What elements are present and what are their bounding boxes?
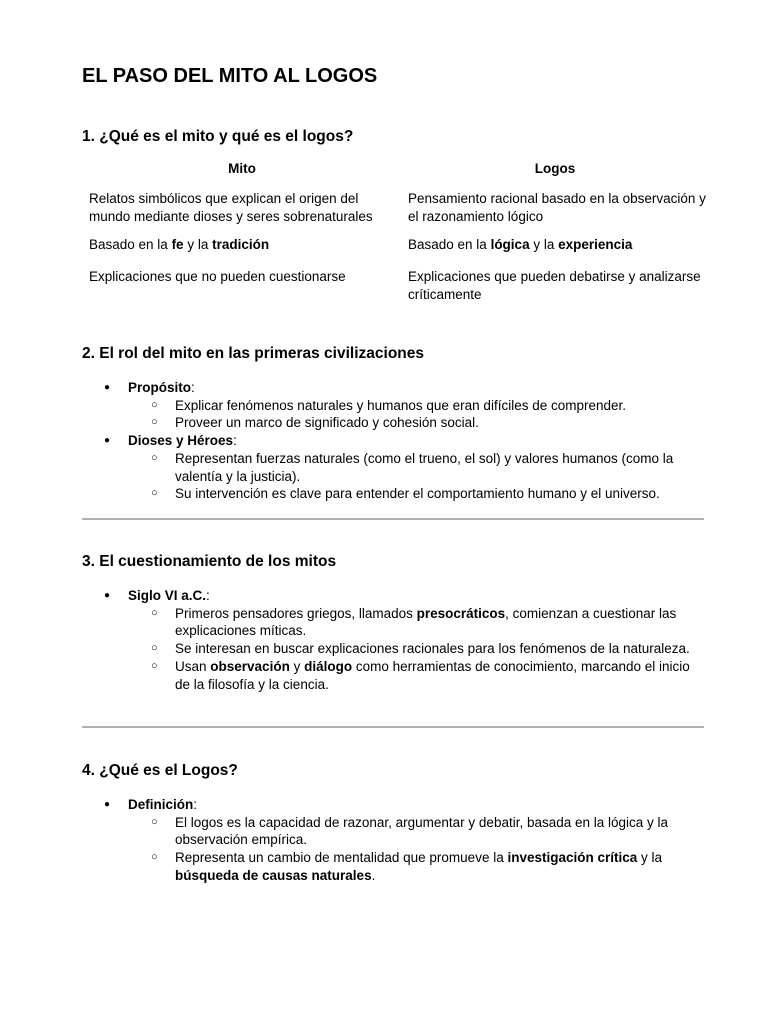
sub-list-item: ○ Explicar fenómenos naturales y humanos que eran difíciles de comprender.	[151, 397, 627, 413]
bullet-icon: ●	[104, 435, 111, 447]
list-item: ● Dioses y Héroes: ○ Representan fuerzas naturales (como el trueno, el sol) y valores humanos (como la valentía y la justicia). ○ Su intervención es clave para entender el comportamiento humano y el universo.	[82, 432, 708, 503]
table-cell-mito: Explicaciones que no pueden cuestionarse	[89, 269, 346, 284]
section-3-heading: 3. El cuestionamiento de los mitos	[82, 553, 337, 570]
sub-list-item: ○ Primeros pensadores griegos, llamados presocráticos, comienzan a cuestionar las explicaciones míticas.	[151, 605, 677, 639]
table-cell-logos: Pensamiento racional basado en la observación y el razonamiento lógico	[408, 191, 706, 224]
circle-bullet-icon: ○	[151, 416, 158, 429]
section-1-heading: 1. ¿Qué es el mito y qué es el logos?	[82, 128, 354, 145]
table-row	[82, 231, 708, 263]
list-item: ● Propósito: ○ Explicar fenómenos naturales y humanos que eran difíciles de comprender. ○ Proveer un marco de significado y cohesión social.	[82, 379, 708, 432]
table-row	[82, 263, 708, 303]
mito-logos-table	[82, 152, 708, 303]
section-4-list	[82, 796, 708, 885]
column-header-logos: Logos	[534, 160, 576, 176]
table-cell-logos: Basado en la lógica y la experiencia	[408, 237, 633, 252]
section-4-heading: 4. ¿Qué es el Logos?	[82, 762, 238, 779]
section-3-list	[82, 587, 708, 693]
table-cell-mito: Basado en la fe y la tradición	[89, 237, 270, 252]
circle-bullet-icon: ○	[151, 659, 158, 672]
bullet-icon: ●	[104, 799, 111, 810]
section-2-list	[82, 379, 708, 503]
bullet-icon: ●	[104, 382, 111, 393]
list-item: ● Definición: ○ El logos es la capacidad de razonar, argumentar y debatir, basada en la lógica y la observación empírica. ○ Representa un cambio de mentalidad que promueve la investigación crítica y la búsqueda de causas naturales.	[82, 796, 708, 885]
section-divider	[82, 726, 704, 728]
circle-bullet-icon: ○	[151, 642, 158, 655]
table-header	[82, 152, 708, 184]
circle-bullet-icon: ○	[151, 606, 158, 619]
document-title: EL PASO DEL MITO AL LOGOS	[82, 65, 378, 87]
sub-list-item: ○ Se interesan en buscar explicaciones racionales para los fenómenos de la naturaleza.	[151, 641, 690, 657]
circle-bullet-icon: ○	[151, 487, 158, 500]
section-divider	[82, 518, 704, 520]
table-cell-logos: Explicaciones que pueden debatirse y analizarse críticamente	[408, 269, 701, 302]
circle-bullet-icon: ○	[151, 851, 158, 864]
circle-bullet-icon: ○	[151, 398, 158, 411]
section-2-heading: 2. El rol del mito en las primeras civilizaciones	[82, 345, 424, 362]
sub-list-item: ○ El logos es la capacidad de razonar, argumentar y debatir, basada en la lógica y la observación empírica.	[151, 814, 669, 848]
sub-list-item: ○ Representan fuerzas naturales (como el trueno, el sol) y valores humanos (como la valentía y la justicia).	[151, 450, 674, 484]
table-row	[82, 184, 708, 231]
circle-bullet-icon: ○	[151, 815, 158, 828]
sub-list-item: ○ Proveer un marco de significado y cohesión social.	[151, 415, 479, 431]
sub-list-item: ○ Su intervención es clave para entender el comportamiento humano y el universo.	[151, 486, 660, 502]
sub-list-item: ○ Representa un cambio de mentalidad que promueve la investigación crítica y la búsqueda de causas naturales.	[151, 850, 663, 883]
bullet-icon: ●	[104, 590, 111, 601]
column-header-mito: Mito	[228, 160, 256, 176]
circle-bullet-icon: ○	[151, 451, 158, 464]
list-item: ● Siglo VI a.C.: ○ Primeros pensadores griegos, llamados presocráticos, comienzan a cuestionar las explicaciones míticas. ○ Se interesan en buscar explicaciones racionales para los fenómenos de la naturaleza. ○ Usan observación y diálogo como herramientas de conocimiento, marcando el inicio de la filosofía y la ciencia.	[82, 587, 708, 693]
sub-list-item: ○ Usan observación y diálogo como herramientas de conocimiento, marcando el inicio de la filosofía y la ciencia.	[151, 658, 690, 692]
table-cell-mito: Relatos simbólicos que explican el origen del mundo mediante dioses y seres sobrenaturales	[89, 191, 373, 224]
